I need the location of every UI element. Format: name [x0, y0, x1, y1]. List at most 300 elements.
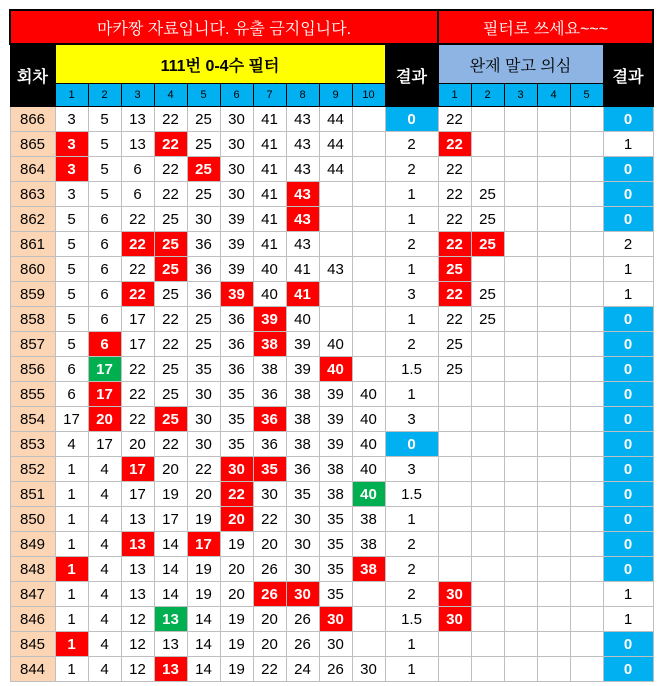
- table-row: [10, 657, 653, 682]
- filter-number-cell: 4: [88, 582, 121, 607]
- filter-number-cell: 5: [55, 282, 88, 307]
- result2-cell: 0: [603, 407, 653, 432]
- filter-number-cell: 36: [253, 432, 286, 457]
- filter-number-cell: 25: [187, 107, 220, 132]
- exclude-number-cell: [537, 432, 570, 457]
- exclude-number-cell: [504, 482, 537, 507]
- filter-number-cell: 22: [121, 382, 154, 407]
- filter-number-cell: 30: [220, 157, 253, 182]
- filter-number-cell: 43: [286, 157, 319, 182]
- round-cell: 864: [10, 157, 55, 182]
- filter-col-header: 1: [55, 84, 88, 107]
- filter-number-cell: 13: [121, 532, 154, 557]
- filter-number-cell: 4: [88, 607, 121, 632]
- filter-number-cell: 19: [187, 557, 220, 582]
- table-row: [10, 207, 653, 232]
- round-cell: 855: [10, 382, 55, 407]
- exclude-number-cell: 22: [438, 157, 471, 182]
- round-cell: 865: [10, 132, 55, 157]
- exclude-number-cell: [438, 382, 471, 407]
- filter-number-cell: 30: [352, 657, 385, 682]
- result-cell: 2: [385, 582, 438, 607]
- table-row: [10, 607, 653, 632]
- exclude-number-cell: [504, 532, 537, 557]
- exclude-number-cell: [471, 507, 504, 532]
- filter-number-cell: 35: [220, 407, 253, 432]
- result2-cell: 0: [603, 507, 653, 532]
- filter-number-cell: 39: [253, 307, 286, 332]
- filter-number-cell: 25: [187, 332, 220, 357]
- filter-number-cell: 5: [88, 132, 121, 157]
- filter-number-cell: 30: [286, 582, 319, 607]
- filter-number-cell: 38: [352, 532, 385, 557]
- round-cell: 854: [10, 407, 55, 432]
- filter-number-cell: 35: [319, 532, 352, 557]
- exclude-number-cell: 25: [471, 182, 504, 207]
- filter-number-cell: 22: [154, 107, 187, 132]
- result2-cell: 1: [603, 282, 653, 307]
- filter-number-cell: 1: [55, 657, 88, 682]
- result-cell: 2: [385, 332, 438, 357]
- table-row: [10, 257, 653, 282]
- round-cell: 856: [10, 357, 55, 382]
- filter-number-cell: 43: [286, 232, 319, 257]
- filter-number-cell: 17: [88, 382, 121, 407]
- round-cell: 861: [10, 232, 55, 257]
- filter-col-header: 4: [154, 84, 187, 107]
- result2-cell: 2: [603, 232, 653, 257]
- filter-number-cell: 25: [154, 407, 187, 432]
- filter-number-cell: 22: [121, 357, 154, 382]
- filter-number-cell: 44: [319, 107, 352, 132]
- filter-number-cell: 30: [286, 507, 319, 532]
- filter-number-cell: [352, 307, 385, 332]
- filter-number-cell: 35: [253, 457, 286, 482]
- filter-number-cell: 39: [319, 432, 352, 457]
- filter-number-cell: 35: [319, 507, 352, 532]
- filter-number-cell: 43: [286, 132, 319, 157]
- filter-table: [9, 9, 654, 682]
- filter-number-cell: 22: [220, 482, 253, 507]
- filter-number-cell: 38: [286, 382, 319, 407]
- filter-number-cell: [352, 632, 385, 657]
- filter-number-cell: 19: [220, 657, 253, 682]
- exclude-number-cell: 22: [438, 207, 471, 232]
- filter-number-cell: 12: [121, 607, 154, 632]
- filter-number-cell: 13: [121, 557, 154, 582]
- filter-number-cell: 39: [220, 207, 253, 232]
- filter-number-cell: 36: [220, 357, 253, 382]
- result-cell: 2: [385, 532, 438, 557]
- filter-number-cell: 40: [319, 332, 352, 357]
- filter-title: 111번 0-4수 필터: [55, 44, 385, 84]
- table-row: [10, 507, 653, 532]
- table-row: [10, 107, 653, 132]
- filter-number-cell: 3: [55, 107, 88, 132]
- filter-number-cell: 1: [55, 582, 88, 607]
- result-cell: 1: [385, 182, 438, 207]
- filter-number-cell: 19: [187, 582, 220, 607]
- exclude-number-cell: [504, 382, 537, 407]
- filter-number-cell: 22: [121, 232, 154, 257]
- filter-number-cell: [352, 107, 385, 132]
- exclude-number-cell: [570, 557, 603, 582]
- filter-number-cell: 5: [55, 332, 88, 357]
- filter-number-cell: 36: [220, 307, 253, 332]
- exclude-number-cell: [471, 632, 504, 657]
- exclude-number-cell: [438, 507, 471, 532]
- filter-number-cell: 17: [88, 357, 121, 382]
- round-cell: 863: [10, 182, 55, 207]
- table-row: [10, 432, 653, 457]
- exclude-number-cell: [570, 132, 603, 157]
- exclude-number-cell: [570, 107, 603, 132]
- filter-number-cell: 5: [88, 182, 121, 207]
- filter-number-cell: [319, 282, 352, 307]
- exclude-number-cell: [570, 457, 603, 482]
- filter-number-cell: 40: [286, 307, 319, 332]
- exclude-number-cell: [438, 482, 471, 507]
- filter-number-cell: 22: [154, 307, 187, 332]
- round-cell: 850: [10, 507, 55, 532]
- exclude-number-cell: [570, 207, 603, 232]
- exclude-number-cell: [504, 657, 537, 682]
- filter-number-cell: 22: [154, 332, 187, 357]
- filter-number-cell: 41: [286, 257, 319, 282]
- filter-number-cell: 22: [121, 207, 154, 232]
- filter-number-cell: 22: [154, 157, 187, 182]
- exclude-number-cell: [504, 632, 537, 657]
- filter-number-cell: 30: [286, 532, 319, 557]
- exclude-number-cell: [537, 557, 570, 582]
- result-cell: 3: [385, 282, 438, 307]
- filter-number-cell: 1: [55, 457, 88, 482]
- filter-col-header: 3: [121, 84, 154, 107]
- exclude-number-cell: [504, 182, 537, 207]
- result2-cell: 0: [603, 557, 653, 582]
- filter-col-header: 7: [253, 84, 286, 107]
- filter-number-cell: 38: [352, 507, 385, 532]
- filter-number-cell: 14: [187, 632, 220, 657]
- filter-number-cell: 41: [253, 182, 286, 207]
- filter-number-cell: 40: [352, 407, 385, 432]
- exclude-number-cell: [504, 307, 537, 332]
- filter-number-cell: 20: [220, 557, 253, 582]
- result-cell: 3: [385, 407, 438, 432]
- filter-number-cell: 39: [220, 282, 253, 307]
- filter-number-cell: 20: [220, 507, 253, 532]
- filter-number-cell: 39: [286, 332, 319, 357]
- filter-number-cell: 43: [286, 182, 319, 207]
- filter-number-cell: 20: [253, 607, 286, 632]
- result-cell: 1: [385, 207, 438, 232]
- filter-number-cell: 4: [88, 557, 121, 582]
- exclude-col-header: 5: [570, 84, 603, 107]
- result2-cell: 0: [603, 532, 653, 557]
- filter-number-cell: 25: [187, 132, 220, 157]
- filter-number-cell: 6: [55, 357, 88, 382]
- exclude-number-cell: [570, 607, 603, 632]
- filter-number-cell: 43: [319, 257, 352, 282]
- exclude-number-cell: [537, 282, 570, 307]
- exclude-col-header: 4: [537, 84, 570, 107]
- filter-number-cell: 36: [253, 382, 286, 407]
- exclude-number-cell: [504, 457, 537, 482]
- filter-number-cell: 43: [286, 107, 319, 132]
- filter-number-cell: 25: [187, 307, 220, 332]
- filter-number-cell: 5: [55, 232, 88, 257]
- exclude-col-header: 1: [438, 84, 471, 107]
- filter-number-cell: 17: [121, 482, 154, 507]
- filter-number-cell: 36: [187, 257, 220, 282]
- exclude-number-cell: [438, 457, 471, 482]
- filter-number-cell: 4: [55, 432, 88, 457]
- result-cell: 1: [385, 382, 438, 407]
- exclude-number-cell: [504, 157, 537, 182]
- filter-number-cell: 30: [187, 382, 220, 407]
- filter-number-cell: 40: [253, 257, 286, 282]
- filter-number-cell: 39: [220, 232, 253, 257]
- filter-number-cell: 4: [88, 457, 121, 482]
- exclude-number-cell: [537, 482, 570, 507]
- result2-cell: 0: [603, 457, 653, 482]
- exclude-number-cell: [438, 657, 471, 682]
- filter-number-cell: 22: [121, 282, 154, 307]
- filter-number-cell: 30: [319, 632, 352, 657]
- exclude-number-cell: [537, 507, 570, 532]
- filter-col-header: 6: [220, 84, 253, 107]
- filter-number-cell: 5: [88, 107, 121, 132]
- filter-number-cell: 22: [121, 257, 154, 282]
- round-cell: 846: [10, 607, 55, 632]
- exclude-number-cell: [570, 582, 603, 607]
- filter-number-cell: [352, 232, 385, 257]
- table-row: [10, 332, 653, 357]
- filter-number-cell: 22: [121, 407, 154, 432]
- exclude-number-cell: [504, 582, 537, 607]
- filter-number-cell: 6: [88, 207, 121, 232]
- exclude-number-cell: [471, 532, 504, 557]
- exclude-number-cell: [570, 532, 603, 557]
- result2-cell: 0: [603, 357, 653, 382]
- round-cell: 862: [10, 207, 55, 232]
- filter-number-cell: 25: [187, 157, 220, 182]
- filter-number-cell: 14: [154, 532, 187, 557]
- filter-number-cell: 13: [154, 607, 187, 632]
- filter-number-cell: 22: [154, 132, 187, 157]
- exclude-number-cell: [570, 657, 603, 682]
- exclude-number-cell: [504, 507, 537, 532]
- filter-number-cell: [352, 607, 385, 632]
- filter-number-cell: 14: [154, 582, 187, 607]
- exclude-number-cell: [471, 332, 504, 357]
- filter-number-cell: 6: [88, 307, 121, 332]
- result-cell: 2: [385, 157, 438, 182]
- filter-number-cell: 41: [253, 132, 286, 157]
- filter-number-cell: 14: [154, 557, 187, 582]
- table-row: [10, 157, 653, 182]
- filter-number-cell: 41: [253, 157, 286, 182]
- filter-number-cell: 19: [220, 532, 253, 557]
- filter-number-cell: 1: [55, 482, 88, 507]
- filter-number-cell: [352, 582, 385, 607]
- filter-number-cell: 44: [319, 157, 352, 182]
- exclude-number-cell: [537, 582, 570, 607]
- filter-number-cell: [319, 232, 352, 257]
- banner-left: 마카짱 자료입니다. 유출 금지입니다.: [10, 10, 438, 44]
- exclude-number-cell: [471, 557, 504, 582]
- table-row: [10, 532, 653, 557]
- filter-number-cell: 40: [352, 432, 385, 457]
- filter-number-cell: 1: [55, 532, 88, 557]
- round-cell: 860: [10, 257, 55, 282]
- filter-number-cell: 39: [319, 382, 352, 407]
- filter-number-cell: [352, 332, 385, 357]
- filter-number-cell: 35: [286, 482, 319, 507]
- filter-number-cell: 26: [253, 582, 286, 607]
- exclude-number-cell: [537, 157, 570, 182]
- filter-number-cell: [352, 357, 385, 382]
- round-cell: 853: [10, 432, 55, 457]
- result-cell: 1: [385, 307, 438, 332]
- filter-number-cell: 25: [154, 232, 187, 257]
- filter-number-cell: 39: [220, 257, 253, 282]
- filter-number-cell: 36: [187, 232, 220, 257]
- exclude-number-cell: 25: [438, 257, 471, 282]
- filter-number-cell: 38: [286, 407, 319, 432]
- exclude-number-cell: [504, 257, 537, 282]
- filter-number-cell: 35: [220, 382, 253, 407]
- filter-number-cell: 4: [88, 532, 121, 557]
- exclude-number-cell: [570, 432, 603, 457]
- round-cell: 852: [10, 457, 55, 482]
- filter-number-cell: 39: [319, 407, 352, 432]
- filter-number-cell: 3: [55, 182, 88, 207]
- filter-number-cell: [352, 182, 385, 207]
- filter-number-cell: 30: [187, 432, 220, 457]
- filter-number-cell: 38: [319, 482, 352, 507]
- result-cell: 0: [385, 432, 438, 457]
- result-cell: 1.5: [385, 357, 438, 382]
- filter-number-cell: 3: [55, 132, 88, 157]
- exclude-number-cell: [537, 182, 570, 207]
- result-header: 결과: [385, 44, 438, 107]
- exclude-number-cell: [570, 232, 603, 257]
- result2-cell: 0: [603, 207, 653, 232]
- filter-number-cell: 41: [253, 107, 286, 132]
- round-cell: 845: [10, 632, 55, 657]
- filter-number-cell: 6: [121, 157, 154, 182]
- table-row: [10, 307, 653, 332]
- filter-number-cell: 20: [121, 432, 154, 457]
- filter-number-cell: [319, 307, 352, 332]
- filter-number-cell: [352, 157, 385, 182]
- result-cell: 2: [385, 557, 438, 582]
- filter-number-cell: 13: [121, 132, 154, 157]
- filter-number-cell: 13: [121, 507, 154, 532]
- table-row: [10, 232, 653, 257]
- exclude-number-cell: 25: [438, 357, 471, 382]
- exclude-number-cell: [570, 407, 603, 432]
- result-cell: 2: [385, 132, 438, 157]
- result2-cell: 1: [603, 257, 653, 282]
- exclude-number-cell: 22: [438, 307, 471, 332]
- filter-number-cell: 17: [121, 457, 154, 482]
- filter-number-cell: 26: [286, 632, 319, 657]
- table-row: [10, 582, 653, 607]
- exclude-number-cell: [471, 107, 504, 132]
- filter-number-cell: 20: [253, 532, 286, 557]
- filter-col-header: 2: [88, 84, 121, 107]
- exclude-number-cell: [504, 607, 537, 632]
- exclude-number-cell: 30: [438, 607, 471, 632]
- exclude-number-cell: [570, 382, 603, 407]
- exclude-number-cell: [471, 357, 504, 382]
- filter-number-cell: 38: [286, 432, 319, 457]
- filter-number-cell: 30: [253, 482, 286, 507]
- exclude-title: 완제 말고 의심: [438, 44, 603, 84]
- filter-number-cell: 19: [187, 507, 220, 532]
- exclude-number-cell: [504, 282, 537, 307]
- table-row: [10, 457, 653, 482]
- exclude-number-cell: 22: [438, 182, 471, 207]
- table-row: [10, 132, 653, 157]
- filter-number-cell: [352, 207, 385, 232]
- filter-number-cell: 13: [121, 582, 154, 607]
- filter-number-cell: 14: [187, 607, 220, 632]
- exclude-number-cell: [471, 457, 504, 482]
- filter-number-cell: 20: [88, 407, 121, 432]
- filter-number-cell: 30: [286, 557, 319, 582]
- exclude-number-cell: [537, 107, 570, 132]
- round-header: 회차: [10, 44, 55, 107]
- exclude-number-cell: [504, 432, 537, 457]
- filter-number-cell: 14: [187, 657, 220, 682]
- exclude-number-cell: 25: [438, 332, 471, 357]
- exclude-number-cell: [537, 357, 570, 382]
- filter-number-cell: 17: [121, 332, 154, 357]
- filter-number-cell: 41: [253, 232, 286, 257]
- filter-number-cell: 40: [319, 357, 352, 382]
- exclude-number-cell: [570, 307, 603, 332]
- result2-cell: 0: [603, 432, 653, 457]
- round-cell: 859: [10, 282, 55, 307]
- result2-cell: 0: [603, 307, 653, 332]
- exclude-col-header: 3: [504, 84, 537, 107]
- result-cell: 1: [385, 657, 438, 682]
- filter-number-cell: 20: [187, 482, 220, 507]
- filter-number-cell: 20: [220, 582, 253, 607]
- filter-number-cell: 1: [55, 632, 88, 657]
- exclude-number-cell: [570, 182, 603, 207]
- exclude-number-cell: [570, 507, 603, 532]
- filter-col-header: 10: [352, 84, 385, 107]
- result2-cell: 0: [603, 382, 653, 407]
- filter-number-cell: 6: [88, 232, 121, 257]
- exclude-number-cell: [537, 207, 570, 232]
- exclude-number-cell: 22: [438, 282, 471, 307]
- table-row: [10, 632, 653, 657]
- filter-col-header: 5: [187, 84, 220, 107]
- result-cell: 1.5: [385, 482, 438, 507]
- filter-number-cell: 3: [55, 157, 88, 182]
- table-row: [10, 407, 653, 432]
- filter-number-cell: [319, 207, 352, 232]
- result2-cell: 0: [603, 107, 653, 132]
- filter-number-cell: [352, 282, 385, 307]
- filter-number-cell: 26: [319, 657, 352, 682]
- filter-number-cell: 22: [253, 657, 286, 682]
